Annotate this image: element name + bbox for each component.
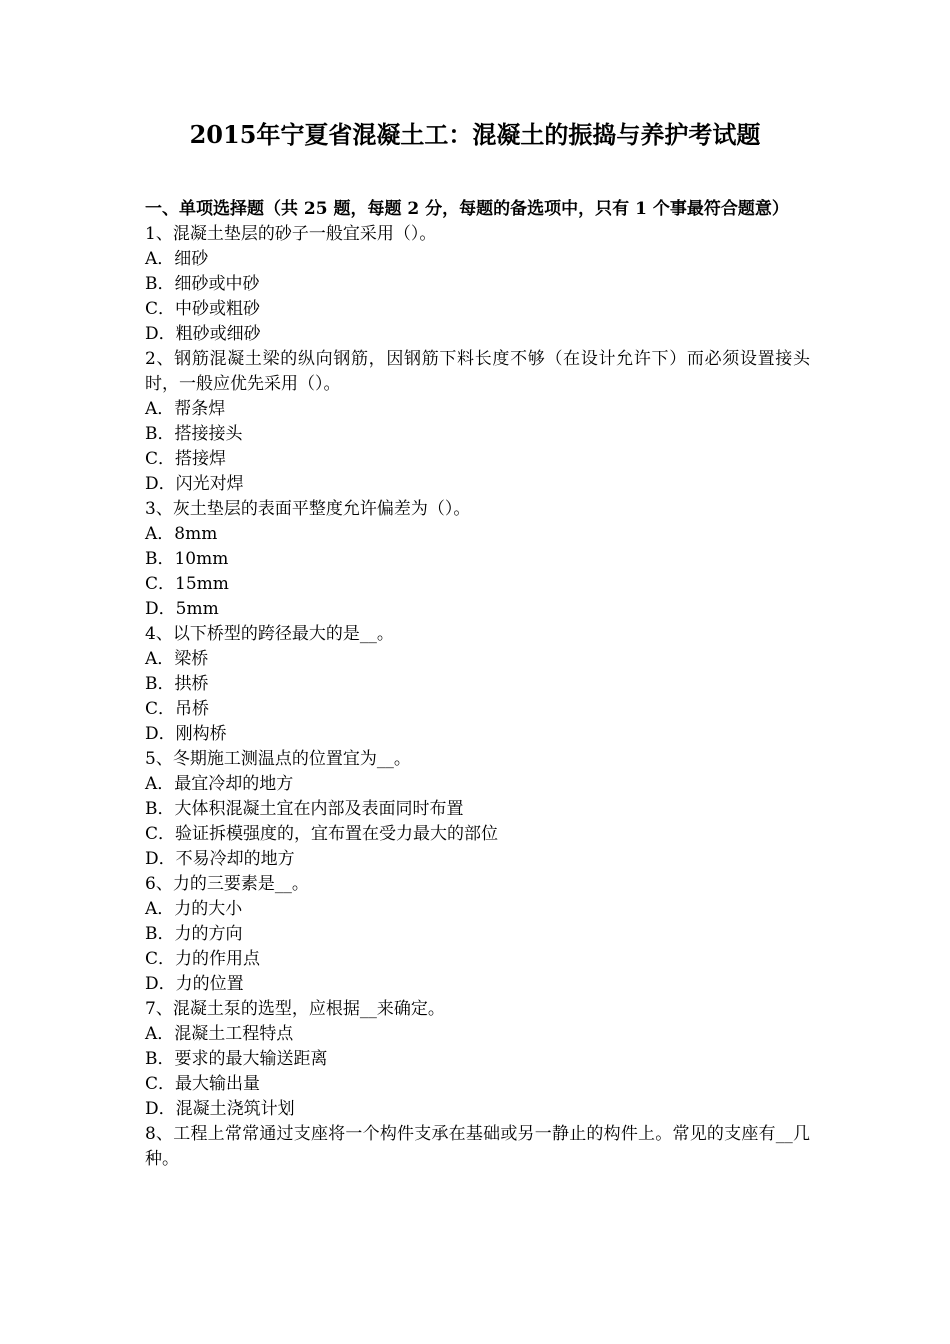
option-7-c: C．最大输出量 (145, 1074, 261, 1094)
option-4-c: C．吊桥 (145, 699, 210, 719)
question-stem-1: 1、混凝土垫层的砂子一般宜采用（）。 (145, 224, 437, 244)
option-1-c: C．中砂或粗砂 (145, 299, 261, 319)
option-2-a: A．帮条焊 (145, 399, 226, 419)
option-1-a: A．细砂 (145, 249, 209, 269)
option-7-a: A．混凝土工程特点 (145, 1024, 294, 1044)
option-2-c: C．搭接焊 (145, 449, 227, 469)
question-stem-5: 5、冬期施工测温点的位置宜为__。 (145, 749, 411, 769)
option-5-c: C．验证拆模强度的，宜布置在受力最大的部位 (145, 824, 499, 844)
document-body (145, 197, 810, 1172)
option-7-d: D．混凝土浇筑计划 (145, 1099, 295, 1119)
option-3-a: A．8mm (145, 524, 218, 544)
option-7-b: B．要求的最大输送距离 (145, 1049, 328, 1069)
option-2-b: B．搭接接头 (145, 424, 243, 444)
option-5-a: A．最宜冷却的地方 (145, 774, 294, 794)
option-6-b: B．力的方向 (145, 924, 243, 944)
question-stem-3: 3、灰土垫层的表面平整度允许偏差为（）。 (145, 499, 471, 519)
option-3-d: D．5mm (145, 599, 219, 619)
option-1-d: D．粗砂或细砂 (145, 324, 261, 344)
question-stem-7: 7、混凝土泵的选型，应根据__来确定。 (145, 999, 445, 1019)
section-heading: 一、单项选择题（共 25 题，每题 2 分，每题的备选项中，只有 1 个事最符合题意） (145, 199, 789, 219)
option-3-b: B．10mm (145, 549, 229, 569)
option-5-b: B．大体积混凝土宜在内部及表面同时布置 (145, 799, 464, 819)
option-5-d: D．不易冷却的地方 (145, 849, 295, 869)
option-6-a: A．力的大小 (145, 899, 243, 919)
option-6-c: C．力的作用点 (145, 949, 261, 969)
option-3-c: C．15mm (145, 574, 229, 594)
option-4-b: B．拱桥 (145, 674, 209, 694)
document-title: 2015年宁夏省混凝土工：混凝土的振捣与养护考试题 (189, 120, 761, 149)
option-4-a: A．梁桥 (145, 649, 209, 669)
question-stem-4: 4、以下桥型的跨径最大的是__。 (145, 624, 394, 644)
option-6-d: D．力的位置 (145, 974, 244, 994)
question-stem-6: 6、力的三要素是__。 (145, 874, 309, 894)
option-4-d: D．刚构桥 (145, 724, 227, 744)
option-1-b: B．细砂或中砂 (145, 274, 260, 294)
question-stem-2: 2、钢筋混凝土梁的纵向钢筋，因钢筋下料长度不够（在设计允许下）而必须设置接头时，一般应优先采用（）。 (145, 349, 810, 394)
option-2-d: D．闪光对焊 (145, 474, 244, 494)
question-stem-8: 8、工程上常常通过支座将一个构件支承在基础或另一静止的构件上。常见的支座有__几种。 (145, 1124, 810, 1169)
